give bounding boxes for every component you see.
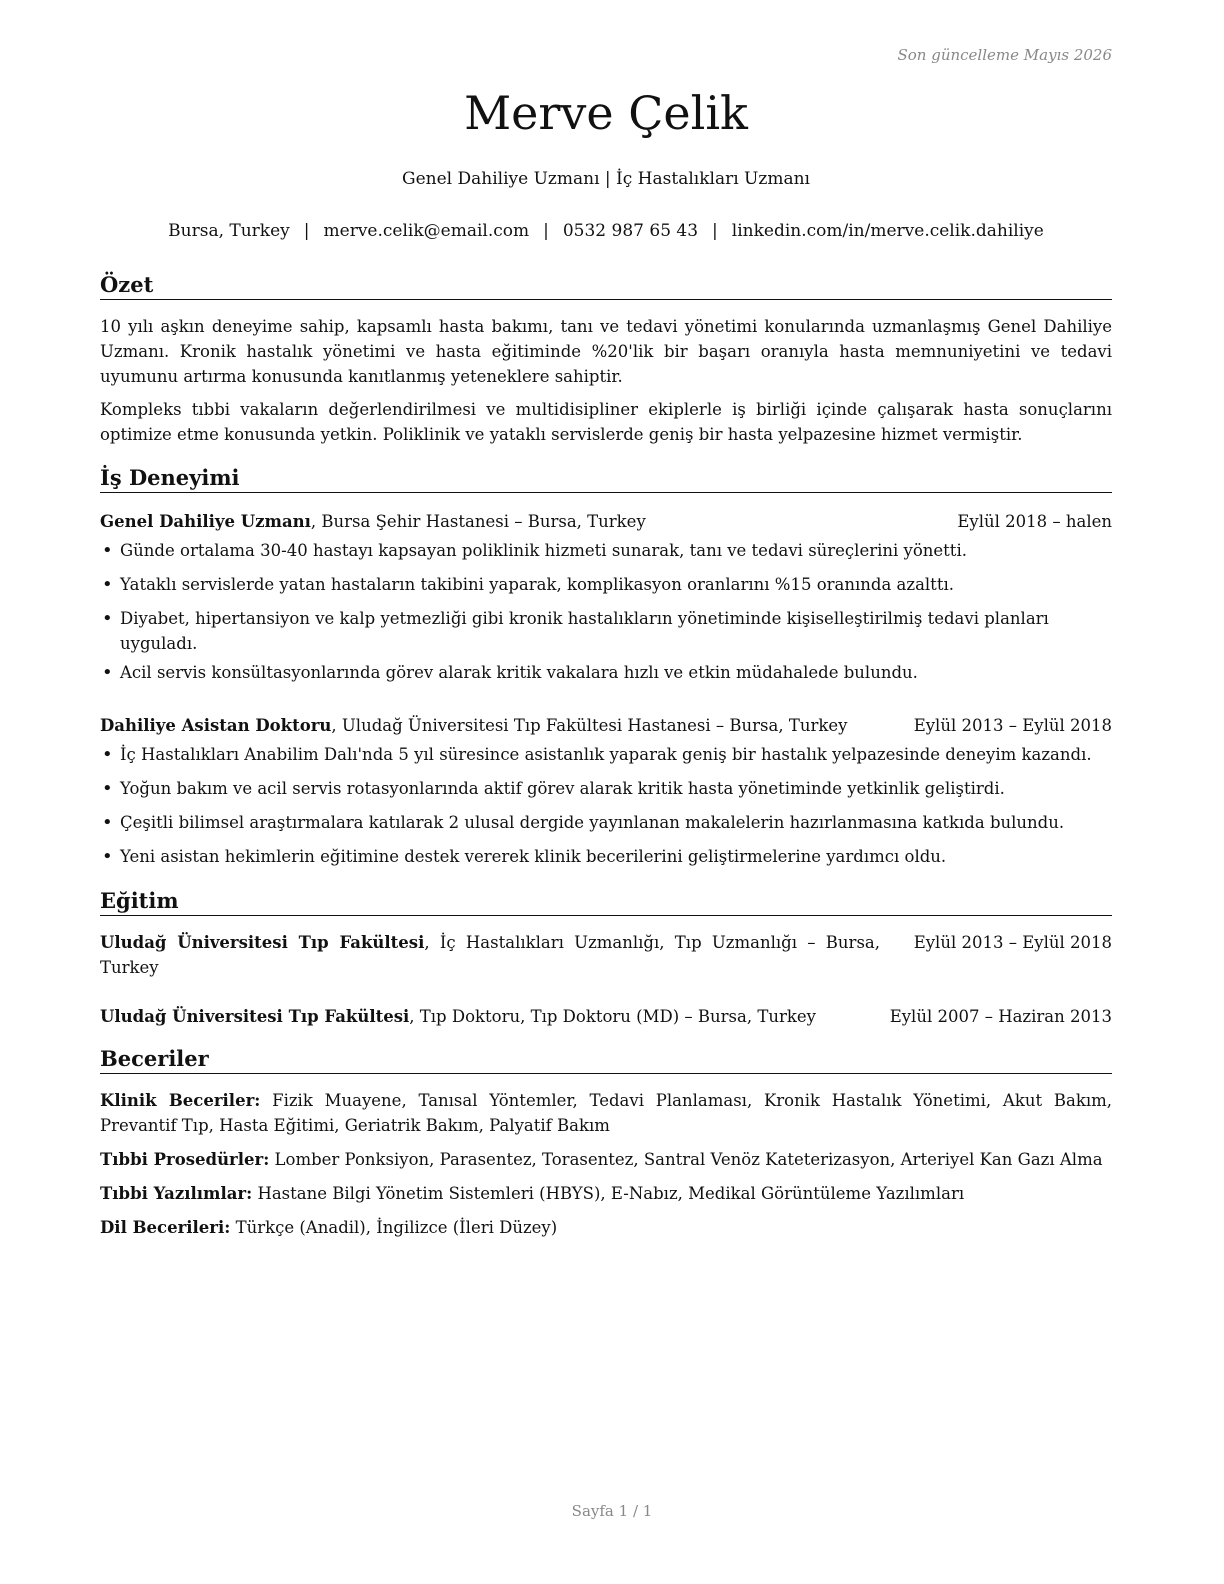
- skill-label: Tıbbi Prosedürler:: [100, 1150, 270, 1169]
- contact-location: Bursa, Turkey: [168, 221, 290, 241]
- contact-linkedin[interactable]: linkedin.com/in/merve.celik.dahiliye: [731, 221, 1044, 241]
- skill-line: [100, 1147, 1112, 1172]
- skill-value: Hastane Bilgi Yönetim Sistemleri (HBYS), E-Nabız, Medikal Görüntüleme Yazılımları: [252, 1184, 965, 1203]
- job-role: Dahiliye Asistan Doktoru: [100, 716, 332, 735]
- education-dates: Eylül 2007 – Haziran 2013: [889, 1007, 1112, 1026]
- contact-separator: |: [303, 221, 310, 241]
- last-updated: Son güncelleme Mayıs 2026: [897, 46, 1112, 64]
- summary-paragraph: 10 yılı aşkın deneyime sahip, kapsamlı hasta bakımı, tanı ve tedavi yönetimi konularında uzmanlaşmış Genel Dahiliye Uzmanı. Kronik hastalık yönetimi ve hasta eğitiminde %20'lik bir başarı oranıyla hasta memnuniyetini ve tedavi uyumunu artırma konusunda kanıtlanmış yeteneklere sahiptir.: [100, 317, 1112, 386]
- job-entry: [100, 509, 1112, 685]
- contact-phone: 0532 987 65 43: [562, 221, 699, 241]
- job-place: , Bursa Şehir Hastanesi – Bursa, Turkey: [310, 512, 646, 531]
- experience-section: [100, 465, 1112, 869]
- job-bullets: [100, 742, 1112, 869]
- job-place: , Uludağ Üniversitesi Tıp Fakültesi Hastanesi – Bursa, Turkey: [331, 716, 848, 735]
- skill-line: [100, 1181, 1112, 1206]
- contact-line: [100, 221, 1112, 241]
- education-detail: , Tıp Doktoru, Tıp Doktoru (MD) – Bursa, Turkey: [409, 1007, 816, 1026]
- bullet-item: • Acil servis konsültasyonlarında görev alarak kritik vakalara hızlı ve etkin müdahalede bulundu.: [100, 660, 1112, 685]
- education-detail: , İç Hastalıkları Uzmanlığı, Tıp Uzmanlığı – Bursa, Turkey: [100, 933, 880, 977]
- section-heading: Beceriler: [100, 1046, 1112, 1074]
- bullet-item: • Yeni asistan hekimlerin eğitimine destek vererek klinik becerilerini geliştirmelerine yardımcı oldu.: [100, 844, 1112, 869]
- skill-value: Türkçe (Anadil), İngilizce (İleri Düzey): [230, 1218, 558, 1237]
- education-entry: [100, 1004, 1112, 1029]
- job-title: Genel Dahiliye Uzmanı | İç Hastalıkları Uzmanı: [402, 169, 810, 189]
- summary-paragraph: Kompleks tıbbi vakaların değerlendirilmesi ve multidisipliner ekiplerle iş birliği içinde çalışarak hasta sonuçlarını optimize etme konusunda yetkin. Poliklinik ve yataklı servislerde geniş bir hasta yelpazesine hizmet vermiştir.: [100, 400, 1112, 444]
- skill-value: Fizik Muayene, Tanısal Yöntemler, Tedavi Planlaması, Kronik Hastalık Yönetimi, Akut Bakım, Prevantif Tıp, Hasta Eğitimi, Geriatrik Bakım, Palyatif Bakım: [100, 1091, 1112, 1135]
- page-footer: Sayfa 1 / 1: [571, 1502, 653, 1520]
- job-entry: [100, 713, 1112, 869]
- skill-line: [100, 1088, 1112, 1138]
- summary-section: [100, 272, 1112, 447]
- education-school: Uludağ Üniversitesi Tıp Fakültesi: [100, 933, 425, 952]
- contact-email[interactable]: merve.celik@email.com: [323, 221, 530, 241]
- job-role: Genel Dahiliye Uzmanı: [100, 512, 311, 531]
- skill-label: Tıbbi Yazılımlar:: [100, 1184, 253, 1203]
- section-heading: İş Deneyimi: [100, 465, 1112, 493]
- bullet-item: • Yoğun bakım ve acil servis rotasyonlarında aktif görev alarak kritik hasta yönetiminde yetkinlik geliştirdi.: [100, 776, 1112, 801]
- bullet-item: • Diyabet, hipertansiyon ve kalp yetmezliği gibi kronik hastalıkların yönetiminde kişiselleştirilmiş tedavi planları uyguladı.: [100, 606, 1112, 656]
- bullet-item: • İç Hastalıkları Anabilim Dalı'nda 5 yıl süresince asistanlık yaparak geniş bir hastalık yelpazesinde deneyim kazandı.: [100, 742, 1112, 767]
- education-school: Uludağ Üniversitesi Tıp Fakültesi: [100, 1007, 410, 1026]
- job-header: [100, 713, 1112, 738]
- bullet-item: • Günde ortalama 30-40 hastayı kapsayan poliklinik hizmeti sunarak, tanı ve tedavi süreçlerini yönetti.: [100, 538, 1112, 563]
- contact-separator: |: [543, 221, 549, 241]
- person-name: Merve Çelik: [464, 86, 748, 140]
- bullet-item: • Çeşitli bilimsel araştırmalara katılarak 2 ulusal dergide yayınlanan makalelerin hazırlanmasına katkıda bulundu.: [100, 810, 1112, 835]
- contact-separator: |: [712, 221, 718, 241]
- skills-section: [100, 1046, 1112, 1240]
- job-bullets: [100, 538, 1112, 685]
- education-entry: [100, 930, 1112, 980]
- section-heading: Eğitim: [100, 888, 1112, 916]
- skill-line: [100, 1215, 1112, 1240]
- skill-label: Dil Becerileri:: [100, 1218, 231, 1237]
- education-section: [100, 888, 1112, 1029]
- job-header: [100, 509, 1112, 534]
- job-dates: Eylül 2013 – Eylül 2018: [913, 716, 1112, 735]
- skill-value: Lomber Ponksiyon, Parasentez, Torasentez, Santral Venöz Kateterizasyon, Arteriyel Kan Gazı Alma: [269, 1150, 1103, 1169]
- section-heading: Özet: [100, 272, 1112, 300]
- job-dates: Eylül 2018 – halen: [957, 512, 1112, 531]
- education-dates: Eylül 2013 – Eylül 2018: [913, 933, 1112, 952]
- bullet-item: • Yataklı servislerde yatan hastaların takibini yaparak, komplikasyon oranlarını %15 oranında azalttı.: [100, 572, 1112, 597]
- skill-label: Klinik Beceriler:: [100, 1091, 261, 1110]
